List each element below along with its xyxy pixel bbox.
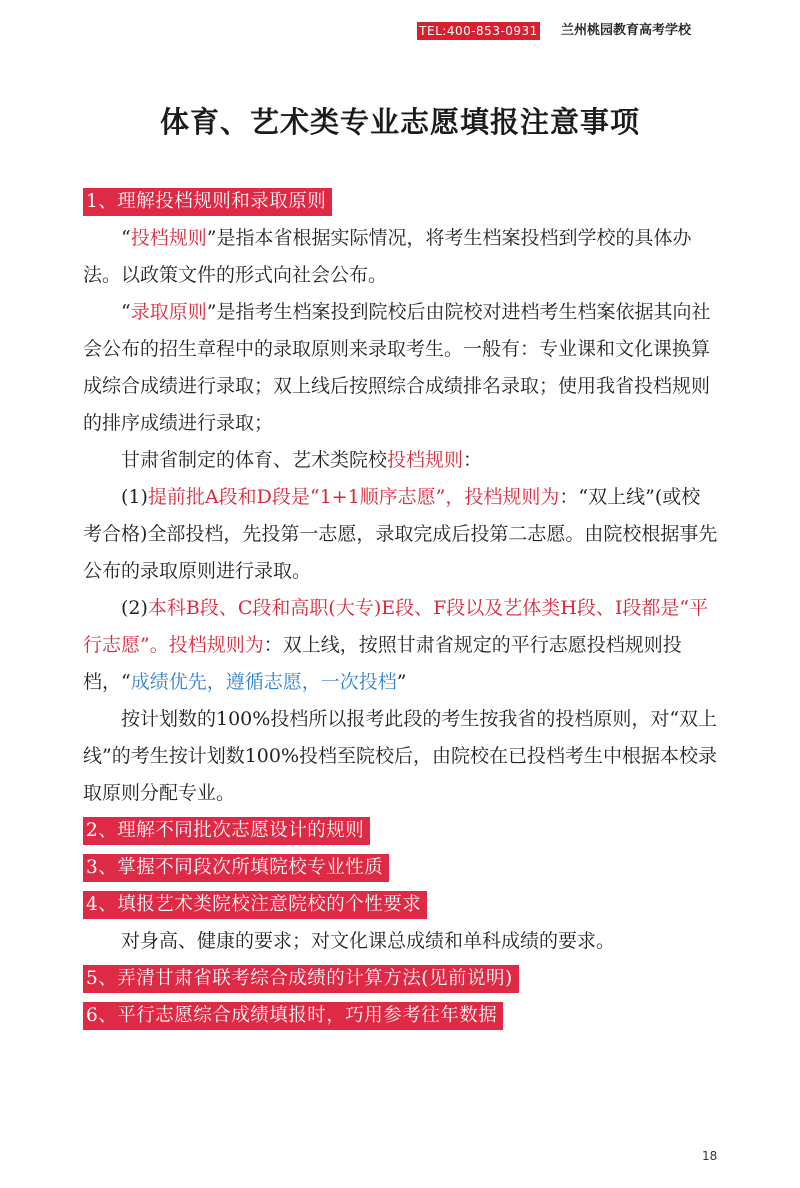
section-heading-6-label: 6、平行志愿综合成绩填报时，巧用参考往年数据: [83, 1002, 503, 1030]
text-span: ：“双上线”(或校考合格)全部投档，先投第一志愿，录取完成后投第二志愿。由院校根据事先公布的录取原则进行录取。: [83, 486, 718, 582]
highlight-term: 投档规则: [387, 449, 464, 471]
section-heading-2-label: 2、理解不同批次志愿设计的规则: [83, 817, 370, 845]
text-span: ：: [463, 449, 483, 471]
section-heading-6: [83, 997, 719, 1034]
highlight-term-blue: 成绩优先，遵循志愿，一次投档: [130, 671, 397, 693]
highlight-term: 提前批A段和D段是“1+1顺序志愿”，投档规则为: [147, 486, 560, 508]
paragraph-gansu-rules: [83, 442, 719, 479]
section-heading-3: [83, 849, 719, 886]
page-header: [0, 22, 800, 44]
text-span: “: [121, 227, 131, 249]
text-span: ”是指考生档案投到院校后由院校对进档考生档案依据其向社会公布的招生章程中的录取原则来录取考生。一般有：专业课和文化课换算成综合成绩进行录取；双上线后按照综合成绩排名录取；使用我省投档规则的排序成绩进行录取；: [83, 301, 711, 434]
section-heading-5-label: 5、弄清甘肃省联考综合成绩的计算方法(见前说明): [83, 965, 519, 993]
text-span: ”是指本省根据实际情况，将考生档案投档到学校的具体办法。以政策文件的形式向社会公布。: [83, 227, 692, 286]
highlight-term: 本科B段、C段和高职(大专)E段、F段以及艺体类H段、I段都是“平行志愿”。投档规则为: [83, 597, 709, 656]
paragraph-admission-principle: [83, 294, 719, 442]
text-span: ”: [396, 671, 407, 693]
section-heading-5: [83, 960, 719, 997]
text-span: (2): [121, 597, 148, 619]
text-span: (1): [121, 486, 148, 508]
page-number: 18: [702, 1149, 718, 1163]
highlight-term: 录取原则: [130, 301, 207, 323]
paragraph-plan-ratio: 按计划数的100%投档所以报考此段的考生按我省的投档原则，对“双上线”的考生按计划数100%投档至院校后，由院校在已投档考生中根据本校录取原则分配专业。: [83, 708, 718, 804]
document-body: [83, 183, 719, 1034]
paragraph-requirements: 对身高、健康的要求；对文化课总成绩和单科成绩的要求。: [121, 930, 616, 952]
paragraph-rule-1: [83, 479, 719, 590]
phone-badge: TEL:400-853-0931: [417, 22, 540, 40]
text-span: ：双上线，按照甘肃省规定的平行志愿投档规则投档，“: [83, 634, 682, 693]
school-name: 兰州桃园教育高考学校: [561, 23, 692, 38]
text-span: 甘肃省制定的体育、艺术类院校: [121, 449, 388, 471]
text-span: “: [121, 301, 131, 323]
section-heading-3-label: 3、掌握不同段次所填院校专业性质: [83, 854, 389, 882]
section-heading-2: [83, 812, 719, 849]
paragraph-toudang-rule: [83, 220, 719, 294]
section-heading-4-label: 4、填报艺术类院校注意院校的个性要求: [83, 891, 427, 919]
highlight-term: 投档规则: [130, 227, 207, 249]
page-title: 体育、艺术类专业志愿填报注意事项: [159, 105, 640, 139]
section-heading-1-label: 1、理解投档规则和录取原则: [83, 188, 332, 216]
section-heading-1: [83, 183, 719, 220]
paragraph-rule-2: [83, 590, 719, 701]
section-heading-4: [83, 886, 719, 923]
